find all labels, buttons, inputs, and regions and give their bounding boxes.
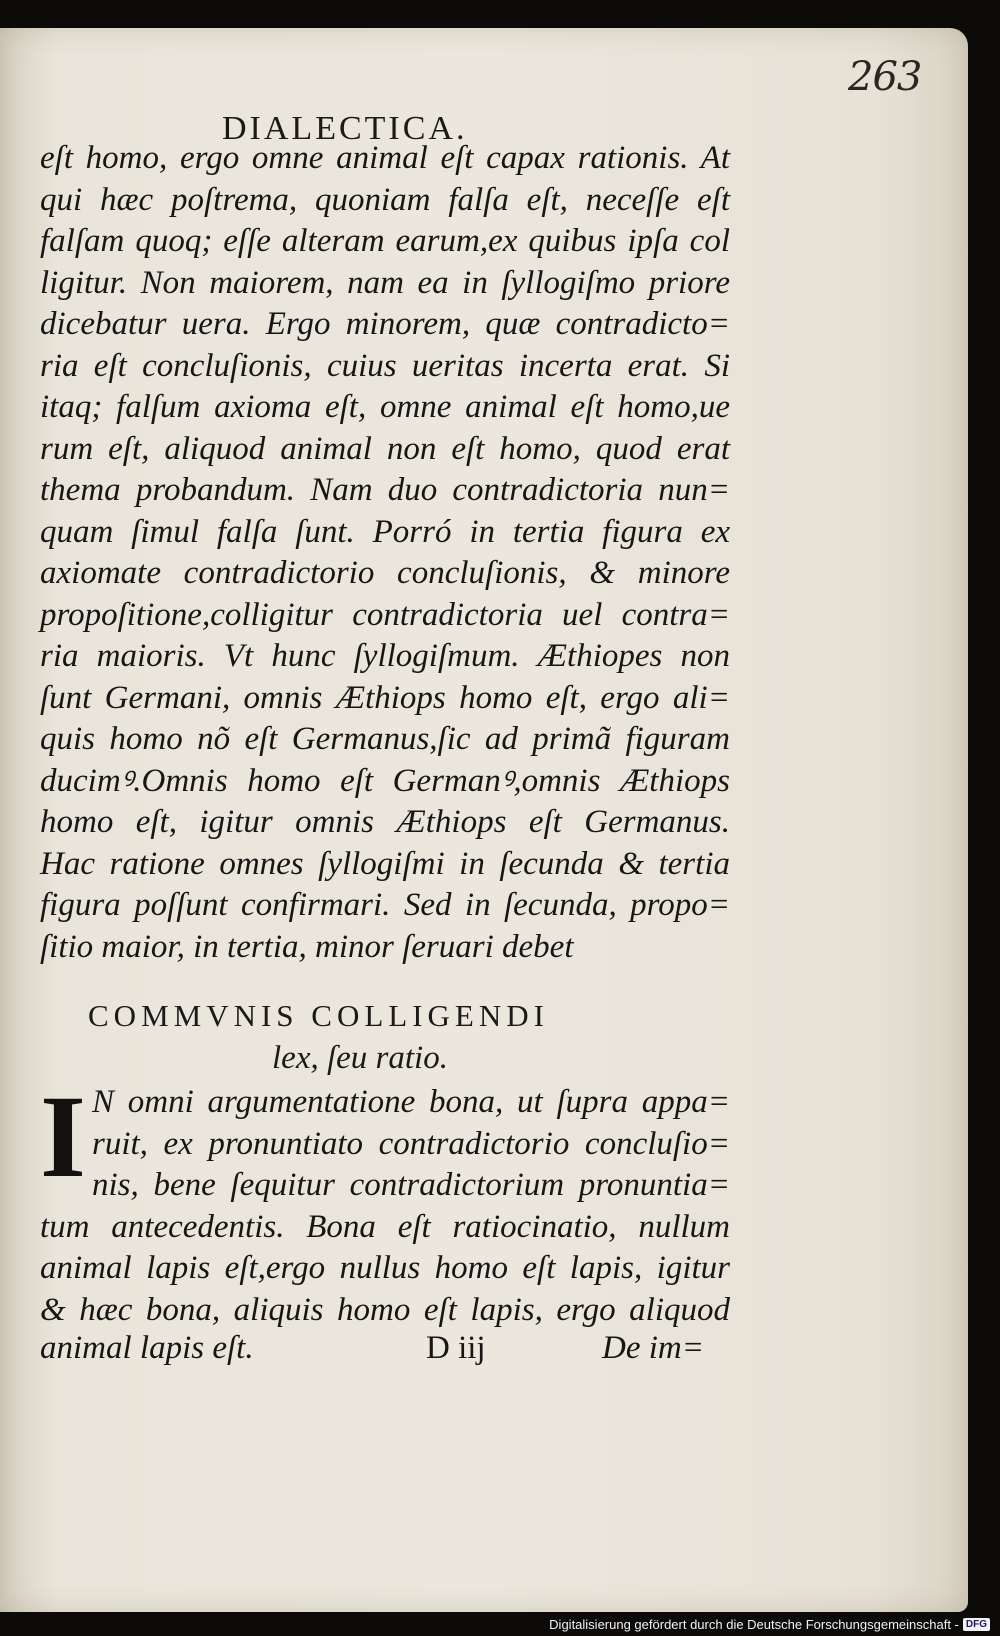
text-line: nis, bene ſequitur contradictorium pronuntia=: [92, 1167, 730, 1203]
text-line: ſitio maior, in tertia, minor ſeruari debet: [40, 928, 574, 965]
dfg-logo: DFG: [963, 1618, 990, 1631]
text-line: propoſitione,colligitur contradictoria uel contra=: [40, 596, 730, 633]
text-line: figura poſſunt confirmari. Sed in ſecunda, propo=: [40, 887, 730, 923]
last-line: animal lapis eſt.: [40, 1330, 254, 1366]
text-line: animal lapis eſt,ergo nullus homo eſt lapis, igitur: [40, 1250, 730, 1286]
text-line: tum antecedentis. Bona eſt ratiocinatio, nullum: [40, 1208, 730, 1245]
text-line: eſt homo, ergo omne animal eſt capax rationis. At: [40, 140, 730, 176]
text-line: & hæc bona, aliquis homo eſt lapis, ergo aliquod: [40, 1291, 730, 1328]
paragraph-2: [40, 1082, 730, 1331]
text-line: itaq; falſum axioma eſt, omne animal eſt homo,ue: [40, 389, 730, 425]
text-line: homo eſt, igitur omnis Æthiops eſt Germanus.: [40, 804, 730, 840]
text-line: axiomate contradictorio concluſionis, & minore: [40, 555, 730, 591]
text-line: N omni argumentatione bona, ut ſupra appa=: [92, 1084, 730, 1120]
text-line: ria eſt concluſionis, cuius ueritas incerta erat. Si: [40, 347, 730, 384]
section-subheading: lex, ſeu ratio.: [272, 1040, 448, 1076]
text-line: quam ſimul falſa ſunt. Porró in tertia figura ex: [40, 513, 730, 550]
text-line: falſam quoq; eſſe alteram earum,ex quibus ipſa col: [40, 223, 730, 259]
text-line: ducimꝰ.Omnis homo eſt Germanꝰ,omnis Æthiops: [40, 762, 730, 799]
signature-mark: D iij: [426, 1330, 486, 1366]
credit-text: Digitalisierung gefördert durch die Deutsche Forschungsgemeinschaft -: [549, 1617, 959, 1632]
paragraph-1: [40, 138, 730, 968]
text-line: ligitur. Non maiorem, nam ea in ſyllogiſmo priore: [40, 264, 730, 301]
text-line: qui hæc poſtrema, quoniam falſa eſt, neceſſe eſt: [40, 181, 730, 218]
text-line: rum eſt, aliquod animal non eſt homo, quod erat: [40, 430, 730, 467]
catchword: De im=: [602, 1330, 704, 1366]
text-line: ruit, ex pronuntiato contradictorio concluſio=: [92, 1125, 730, 1162]
text-line: thema probandum. Nam duo contradictoria nun=: [40, 472, 730, 508]
text-line: dicebatur uera. Ergo minorem, quæ contradicto=: [40, 306, 730, 342]
digitization-credit: [549, 1617, 990, 1632]
text-line: ria maioris. Vt hunc ſyllogiſmum. Æthiopes non: [40, 638, 730, 674]
text-line: ſunt Germani, omnis Æthiops homo eſt, ergo ali=: [40, 679, 730, 716]
folio-number: 263: [848, 54, 922, 100]
text-line: Hac ratione omnes ſyllogiſmi in ſecunda & tertia: [40, 845, 730, 882]
drop-cap-initial: I: [40, 1071, 86, 1202]
section-heading: COMMVNIS COLLIGENDI: [88, 998, 549, 1033]
running-head: DIALECTICA.: [222, 110, 468, 147]
text-line: quis homo nõ eſt Germanus,ſic ad primã figuram: [40, 721, 730, 757]
